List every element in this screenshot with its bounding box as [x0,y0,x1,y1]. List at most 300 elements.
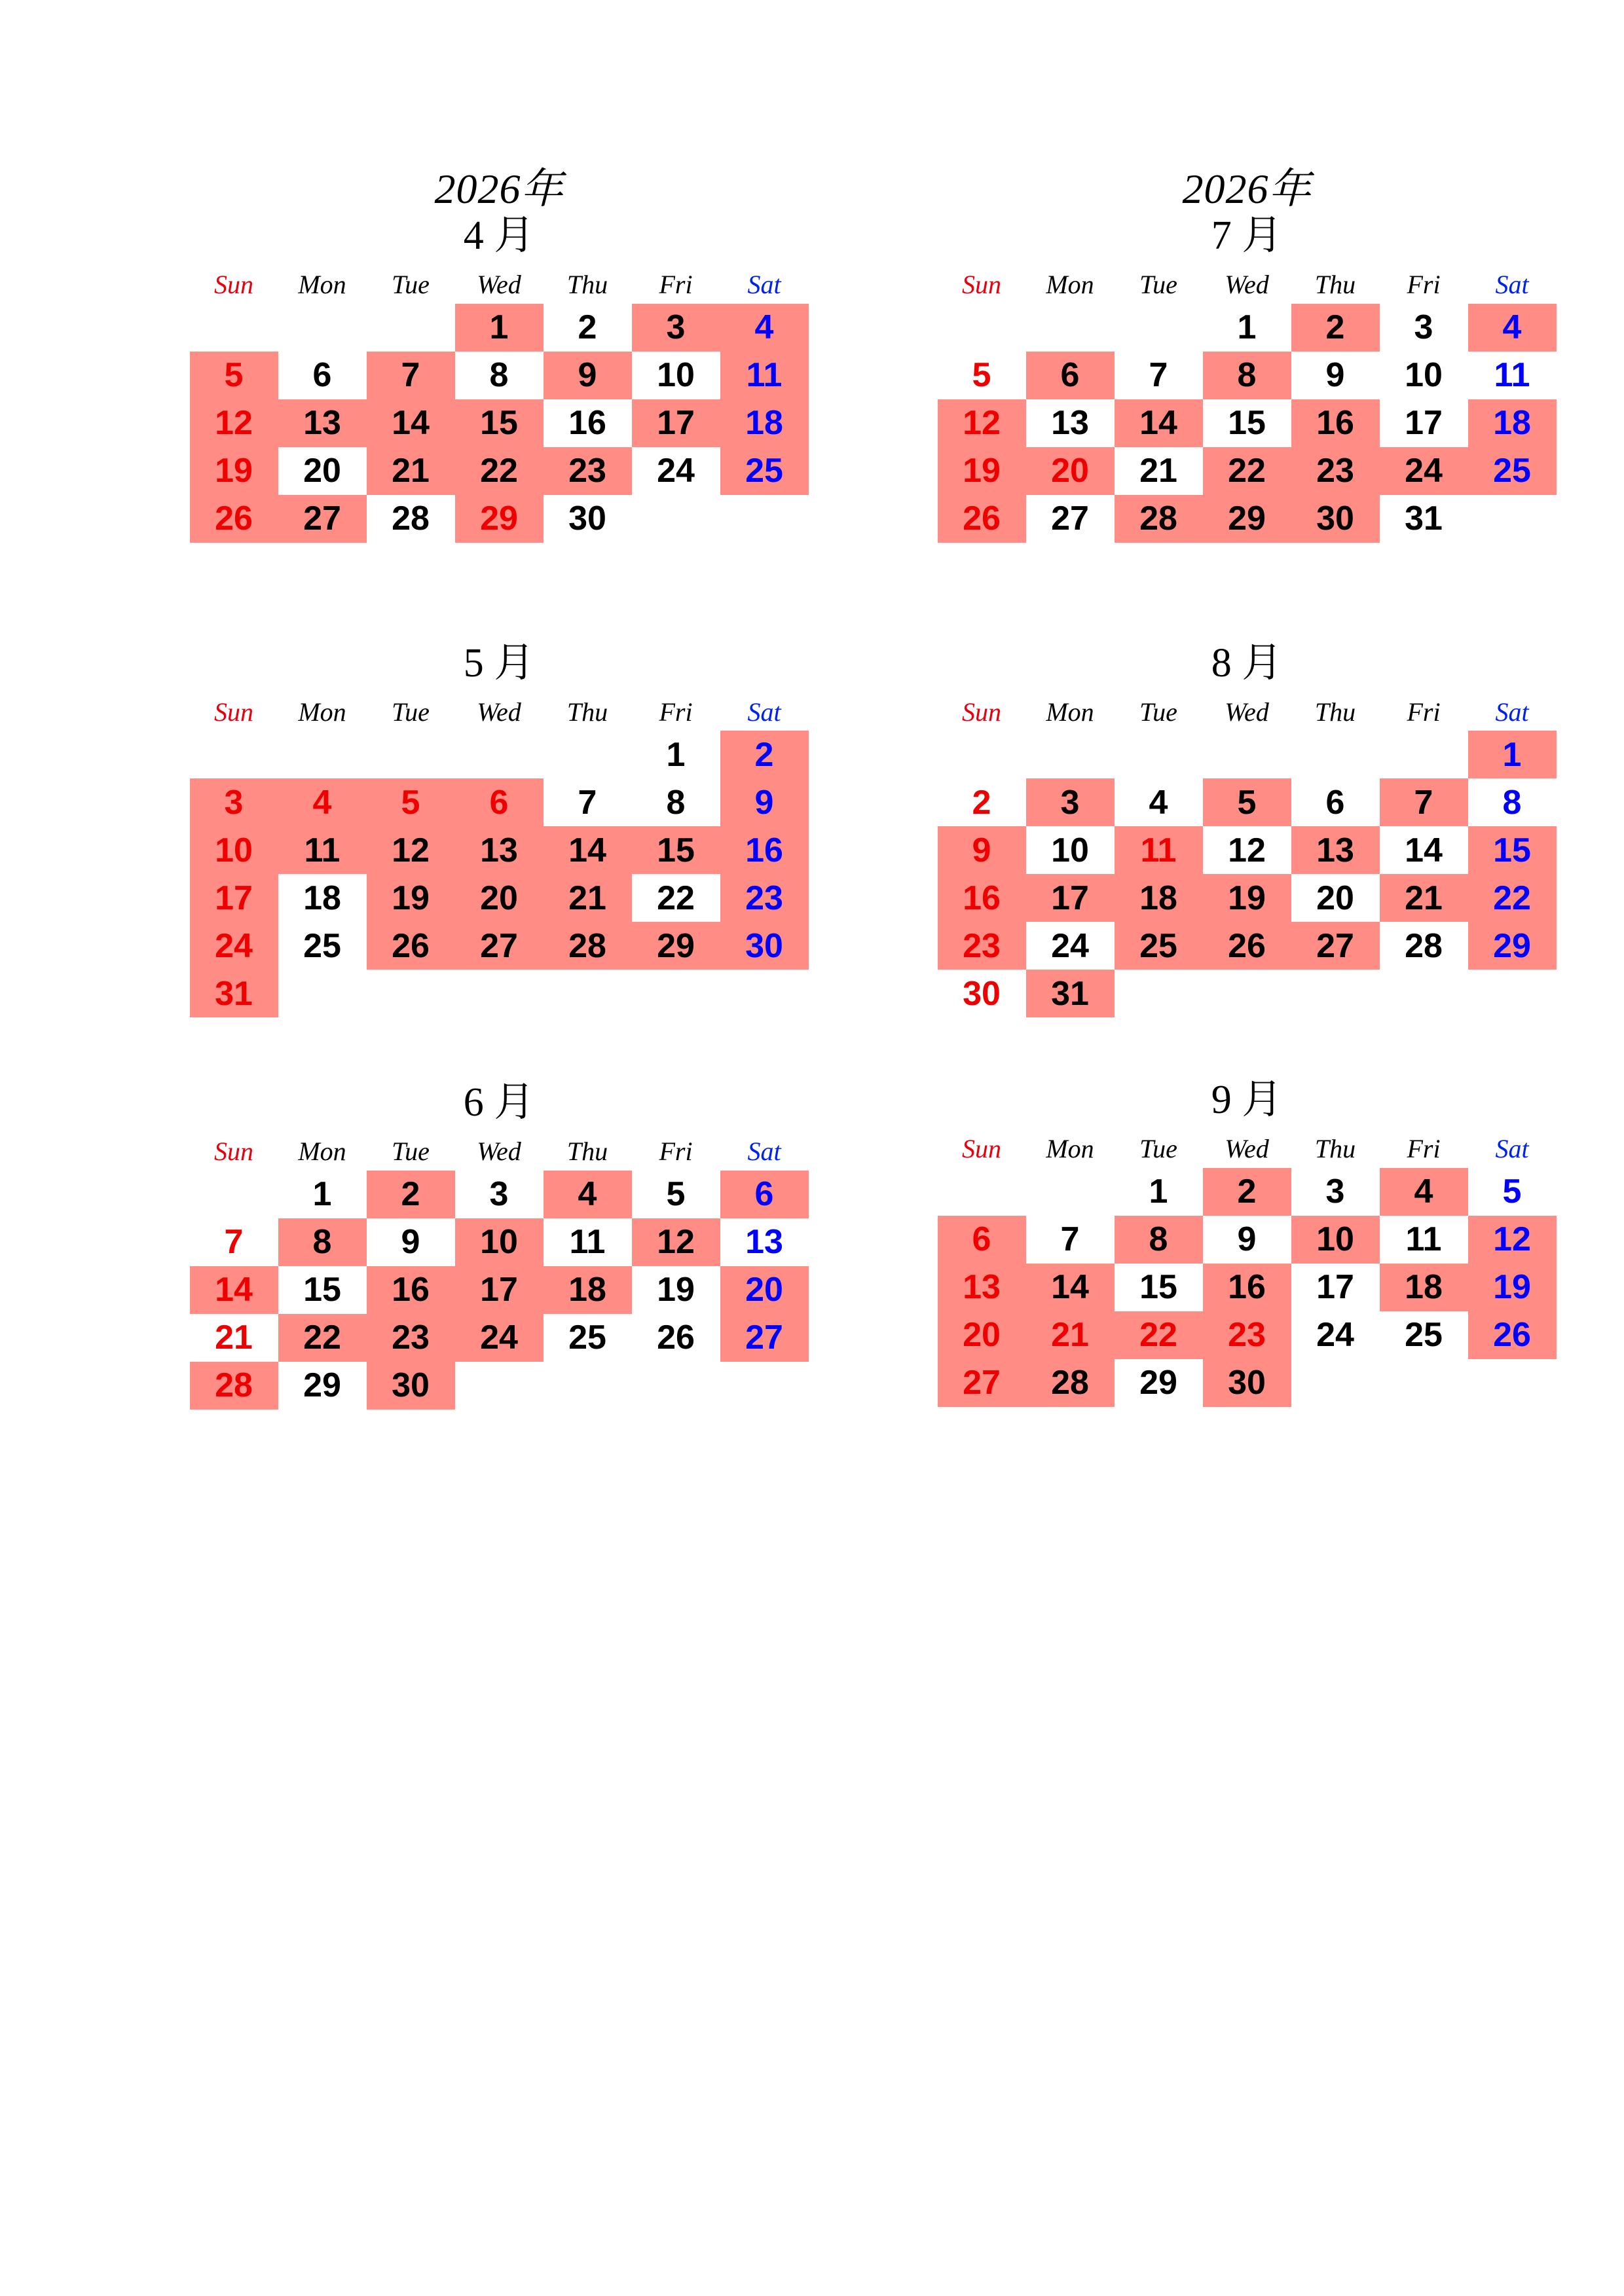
weekday-header: Fri [659,1137,693,1167]
day-cell[interactable]: 27 [1291,922,1380,970]
day-cell[interactable]: 30 [568,500,606,538]
day-cell[interactable]: 26 [190,495,278,543]
day-cell[interactable]: 9 [720,778,809,826]
day-cell-empty [367,970,455,1017]
day-cell[interactable]: 22 [657,879,695,917]
day-cell[interactable]: 10 [1051,831,1089,869]
day-cell[interactable]: 29 [1139,1364,1177,1402]
day-cell[interactable]: 20 [1316,879,1354,917]
weekday-header: Thu [566,697,608,727]
day-cell[interactable]: 19 [367,874,455,922]
day-cell[interactable]: 26 [1203,922,1291,970]
day-cell-empty [938,304,1026,352]
weekday-header: Sat [747,1137,781,1167]
day-cell[interactable]: 5 [367,778,455,826]
month-grid [938,266,1557,543]
day-cell[interactable]: 13 [938,1264,1026,1311]
day-cell[interactable]: 8 [489,356,509,395]
week-row [190,874,809,922]
day-cell[interactable]: 12 [1468,1216,1557,1264]
day-cell[interactable]: 7 [1380,778,1468,826]
day-cell[interactable]: 22 [1468,874,1557,922]
weekday-header: Wed [1225,697,1269,727]
day-cell[interactable]: 22 [1203,447,1291,495]
day-cell[interactable]: 27 [938,1359,1026,1407]
day-cell-empty [455,970,544,1017]
month-block-july [870,167,1624,543]
day-cell[interactable]: 4 [1149,783,1168,822]
day-cell[interactable]: 21 [1139,452,1177,490]
day-cell[interactable]: 2 [972,783,991,822]
day-cell[interactable]: 22 [455,447,544,495]
day-cell-empty [1291,970,1380,1017]
weekday-header: Mon [298,270,346,300]
day-cell[interactable]: 14 [367,399,455,447]
weekday-header: Thu [1314,270,1356,300]
day-cell[interactable]: 24 [1316,1316,1354,1355]
day-cell[interactable]: 11 [720,352,809,399]
day-cell[interactable]: 26 [367,922,455,970]
day-cell[interactable]: 23 [1291,447,1380,495]
weekday-header: Wed [477,1137,521,1167]
month-block-september [870,1075,1624,1407]
day-cell-empty [1115,970,1203,1017]
day-cell[interactable]: 28 [392,500,430,538]
week-row [938,1168,1557,1216]
day-cell[interactable]: 16 [367,1266,455,1314]
weekday-header: Thu [566,1137,608,1167]
day-cell[interactable]: 12 [632,1218,720,1266]
day-cell[interactable]: 7 [367,352,455,399]
day-cell[interactable]: 16 [938,874,1026,922]
day-cell[interactable]: 13 [1051,404,1089,443]
day-cell[interactable]: 15 [1139,1268,1177,1307]
month-block-june [122,1078,876,1410]
day-cell[interactable]: 14 [1115,399,1203,447]
day-cell[interactable]: 19 [657,1271,695,1309]
day-cell[interactable]: 27 [1051,500,1089,538]
week-row [190,778,809,826]
day-cell[interactable]: 31 [190,970,278,1017]
day-cell[interactable]: 19 [190,447,278,495]
weekday-header-row [938,693,1557,731]
week-row [938,1311,1557,1359]
day-cell[interactable]: 24 [455,1314,544,1362]
day-cell-empty [367,731,455,778]
day-cell[interactable]: 28 [1026,1359,1115,1407]
day-cell[interactable]: 21 [1026,1311,1115,1359]
day-cell[interactable]: 17 [1405,404,1443,443]
day-cell[interactable]: 15 [455,399,544,447]
day-cell[interactable]: 29 [632,922,720,970]
day-cell[interactable]: 30 [1291,495,1380,543]
day-cell[interactable]: 28 [1115,495,1203,543]
month-grid [190,693,809,1017]
day-cell-empty [455,1362,544,1410]
day-cell[interactable]: 6 [455,778,544,826]
weekday-header-row [938,266,1557,304]
day-cell[interactable]: 2 [1291,304,1380,352]
day-cell[interactable]: 14 [1405,831,1443,869]
month-grid [190,1133,809,1410]
day-cell-empty [1026,731,1115,778]
day-cell[interactable]: 10 [657,356,695,395]
day-cell[interactable]: 17 [1026,874,1115,922]
week-row [938,922,1557,970]
day-cell[interactable]: 9 [1325,356,1345,395]
day-cell[interactable]: 8 [278,1218,367,1266]
week-row [190,399,809,447]
weekday-header: Fri [659,697,693,727]
day-cell[interactable]: 1 [666,735,686,774]
week-row [938,970,1557,1017]
month-label: 7 月 [1211,213,1283,259]
day-cell-empty [278,304,367,352]
weekday-header: Wed [477,697,521,727]
day-cell[interactable]: 3 [1026,778,1115,826]
weekday-header: Sun [214,270,253,300]
day-cell[interactable]: 15 [1228,404,1266,443]
weekday-header: Sat [1495,270,1529,300]
day-cell[interactable]: 10 [190,826,278,874]
day-cell[interactable]: 7 [578,783,597,822]
week-row [938,1216,1557,1264]
month-grid [938,693,1557,1017]
day-cell[interactable]: 20 [720,1266,809,1314]
week-row [190,826,809,874]
day-cell-empty [190,304,278,352]
day-cell[interactable]: 5 [972,356,991,395]
weekday-header: Tue [392,270,430,300]
day-cell[interactable]: 17 [190,874,278,922]
day-cell[interactable]: 6 [720,1171,809,1218]
day-cell[interactable]: 22 [1115,1311,1203,1359]
weekday-header: Mon [1046,1134,1094,1164]
weekday-header: Sun [214,697,253,727]
day-cell[interactable]: 27 [455,922,544,970]
year-label: 2026年 [434,166,564,212]
day-cell[interactable]: 29 [303,1366,341,1405]
day-cell[interactable]: 23 [544,447,632,495]
day-cell[interactable]: 14 [190,1266,278,1314]
day-cell-empty [1380,1359,1468,1407]
day-cell[interactable]: 25 [1405,1316,1443,1355]
day-cell[interactable]: 5 [1203,778,1291,826]
month-grid [938,1130,1557,1407]
day-cell[interactable]: 29 [1468,922,1557,970]
weekday-header: Tue [1139,1134,1177,1164]
day-cell[interactable]: 24 [1380,447,1468,495]
day-cell[interactable]: 2 [1203,1168,1291,1216]
day-cell[interactable]: 23 [367,1314,455,1362]
day-cell[interactable]: 16 [568,404,606,443]
day-cell[interactable]: 8 [1203,352,1291,399]
day-cell[interactable]: 6 [938,1216,1026,1264]
day-cell[interactable]: 11 [1405,1220,1442,1259]
day-cell[interactable]: 19 [1203,874,1291,922]
week-row [190,304,809,352]
day-cell[interactable]: 22 [278,1314,367,1362]
weekday-header: Tue [1139,697,1177,727]
day-cell[interactable]: 3 [190,778,278,826]
day-cell[interactable]: 9 [401,1223,420,1262]
day-cell-empty [1026,304,1115,352]
day-cell[interactable]: 24 [657,452,695,490]
day-cell[interactable]: 12 [1228,831,1266,869]
day-cell[interactable]: 18 [720,399,809,447]
weekday-header: Sat [747,697,781,727]
weekday-header: Wed [477,270,521,300]
day-cell[interactable]: 1 [1237,308,1257,347]
weekday-header: Tue [1139,270,1177,300]
day-cell[interactable]: 29 [455,495,544,543]
week-row [190,352,809,399]
weekday-header: Mon [298,697,346,727]
day-cell[interactable]: 12 [367,826,455,874]
weekday-header: Thu [566,270,608,300]
weekday-header: Sat [1495,1134,1529,1164]
week-row [938,495,1557,543]
day-cell[interactable]: 4 [1380,1168,1468,1216]
day-cell[interactable]: 18 [303,879,341,917]
day-cell[interactable]: 27 [720,1314,809,1362]
weekday-header-row [938,1130,1557,1168]
week-row [190,447,809,495]
day-cell-empty [544,731,632,778]
day-cell[interactable]: 18 [1380,1264,1468,1311]
month-label: 4 月 [463,213,535,259]
day-cell[interactable]: 13 [745,1223,783,1262]
day-cell[interactable]: 20 [303,452,341,490]
day-cell[interactable]: 8 [666,783,686,822]
day-cell[interactable]: 11 [278,826,367,874]
weekday-header: Sun [962,270,1001,300]
day-cell[interactable]: 13 [455,826,544,874]
day-cell[interactable]: 20 [1026,447,1115,495]
day-cell[interactable]: 5 [190,352,278,399]
day-cell-empty [1115,731,1203,778]
month-block-may [122,638,876,1018]
day-cell[interactable]: 28 [190,1362,278,1410]
weekday-header: Mon [298,1137,346,1167]
weekday-header: Sun [214,1137,253,1167]
day-cell[interactable]: 1 [455,304,544,352]
day-cell[interactable]: 4 [278,778,367,826]
day-cell[interactable]: 3 [1414,308,1433,347]
month-block-august [870,638,1624,1018]
day-cell-empty [632,495,720,543]
day-cell[interactable]: 25 [568,1319,606,1357]
day-cell[interactable]: 2 [367,1171,455,1218]
day-cell[interactable]: 17 [1316,1268,1354,1307]
day-cell[interactable]: 2 [578,308,597,347]
week-row [190,1218,809,1266]
day-cell[interactable]: 25 [720,447,809,495]
day-cell-empty [720,970,809,1017]
day-cell[interactable]: 26 [1468,1311,1557,1359]
day-cell[interactable]: 15 [1468,826,1557,874]
day-cell[interactable]: 30 [720,922,809,970]
day-cell[interactable]: 20 [938,1311,1026,1359]
day-cell[interactable]: 12 [938,399,1026,447]
day-cell[interactable]: 30 [367,1362,455,1410]
day-cell[interactable]: 3 [632,304,720,352]
month-grid [190,266,809,543]
day-cell[interactable]: 6 [1325,783,1345,822]
day-cell[interactable]: 3 [1325,1173,1345,1211]
day-cell[interactable]: 7 [224,1223,244,1262]
weekday-header: Thu [1314,1134,1356,1164]
day-cell[interactable]: 20 [455,874,544,922]
day-cell[interactable]: 26 [938,495,1026,543]
day-cell[interactable]: 24 [190,922,278,970]
day-cell[interactable]: 31 [1405,500,1443,538]
day-cell[interactable]: 8 [1502,783,1522,822]
day-cell-empty [938,731,1026,778]
week-row [938,874,1557,922]
week-row [938,1264,1557,1311]
day-cell[interactable]: 10 [1405,356,1443,395]
day-cell-empty [720,495,809,543]
day-cell[interactable]: 25 [1468,447,1557,495]
day-cell[interactable]: 16 [1291,399,1380,447]
weekday-header: Sat [747,270,781,300]
day-cell[interactable]: 25 [1115,922,1203,970]
day-cell[interactable]: 9 [544,352,632,399]
day-cell[interactable]: 14 [1026,1264,1115,1311]
day-cell[interactable]: 4 [544,1171,632,1218]
day-cell[interactable]: 16 [720,826,809,874]
day-cell[interactable]: 15 [632,826,720,874]
day-cell-empty [1115,304,1203,352]
week-row [938,1359,1557,1407]
day-cell-empty [1468,495,1557,543]
day-cell-empty [278,970,367,1017]
day-cell-empty [632,1362,720,1410]
day-cell[interactable]: 23 [720,874,809,922]
weekday-header: Fri [1407,1134,1441,1164]
day-cell[interactable]: 10 [455,1218,544,1266]
day-cell[interactable]: 23 [938,922,1026,970]
month-block-april [122,167,876,543]
day-cell[interactable]: 25 [303,926,341,965]
day-cell[interactable]: 9 [1237,1220,1257,1259]
day-cell[interactable]: 21 [367,447,455,495]
day-cell[interactable]: 28 [1405,926,1443,965]
day-cell[interactable]: 1 [1468,731,1557,778]
day-cell[interactable]: 18 [1115,874,1203,922]
day-cell[interactable]: 18 [544,1266,632,1314]
day-cell[interactable]: 1 [1149,1173,1168,1211]
day-cell[interactable]: 14 [544,826,632,874]
day-cell[interactable]: 8 [1115,1216,1203,1264]
day-cell[interactable]: 13 [1291,826,1380,874]
day-cell[interactable]: 17 [632,399,720,447]
day-cell[interactable]: 23 [1203,1311,1291,1359]
day-cell[interactable]: 19 [1468,1264,1557,1311]
day-cell-empty [1468,970,1557,1017]
day-cell[interactable]: 21 [1380,874,1468,922]
day-cell[interactable]: 28 [544,922,632,970]
year-label: 2026年 [1182,166,1312,212]
day-cell[interactable]: 31 [1026,970,1115,1017]
weekday-header-row [190,693,809,731]
week-row [190,970,809,1017]
month-label: 9 月 [1211,1078,1283,1123]
weekday-header: Mon [1046,697,1094,727]
day-cell[interactable]: 16 [1203,1264,1291,1311]
day-cell[interactable]: 6 [312,356,332,395]
month-label: 8 月 [1211,640,1283,685]
day-cell[interactable]: 11 [569,1223,606,1262]
weekday-header: Tue [392,1137,430,1167]
day-cell[interactable]: 10 [1291,1216,1380,1264]
day-cell[interactable]: 6 [1026,352,1115,399]
day-cell[interactable]: 11 [1494,356,1530,395]
day-cell[interactable]: 30 [1203,1359,1291,1407]
calendar-column-left [122,167,876,1410]
day-cell-empty [544,970,632,1017]
day-cell[interactable]: 5 [1502,1173,1522,1211]
weekday-header: Thu [1314,697,1356,727]
day-cell-empty [1026,1168,1115,1216]
day-cell[interactable]: 2 [720,731,809,778]
day-cell[interactable]: 1 [312,1175,332,1214]
weekday-header: Sun [962,697,1001,727]
day-cell[interactable]: 21 [544,874,632,922]
day-cell-empty [367,304,455,352]
week-row [938,731,1557,778]
day-cell[interactable]: 9 [938,826,1026,874]
day-cell-empty [190,731,278,778]
day-cell-empty [278,731,367,778]
day-cell-empty [1468,1359,1557,1407]
day-cell[interactable]: 15 [303,1271,341,1309]
day-cell-empty [720,1362,809,1410]
week-row [190,731,809,778]
day-cell[interactable]: 18 [1468,399,1557,447]
day-cell[interactable]: 3 [489,1175,509,1214]
day-cell[interactable]: 21 [215,1319,253,1357]
day-cell[interactable]: 5 [666,1175,686,1214]
weekday-header: Sat [1495,697,1529,727]
weekday-header-row [190,266,809,304]
day-cell[interactable]: 7 [1060,1220,1080,1259]
day-cell[interactable]: 24 [1051,926,1089,965]
calendar-column-right [870,167,1624,1410]
day-cell[interactable]: 11 [1115,826,1203,874]
day-cell[interactable]: 12 [190,399,278,447]
day-cell[interactable]: 19 [938,447,1026,495]
day-cell[interactable]: 7 [1149,356,1168,395]
day-cell[interactable]: 13 [278,399,367,447]
weekday-header-row [190,1133,809,1171]
day-cell-empty [1203,731,1291,778]
day-cell[interactable]: 29 [1203,495,1291,543]
day-cell[interactable]: 30 [963,974,1001,1013]
day-cell[interactable]: 27 [278,495,367,543]
weekday-header: Mon [1046,270,1094,300]
day-cell-empty [1291,1359,1380,1407]
day-cell[interactable]: 26 [657,1319,695,1357]
weekday-header: Fri [1407,697,1441,727]
day-cell[interactable]: 17 [455,1266,544,1314]
month-label: 6 月 [463,1080,535,1125]
week-row [190,1171,809,1218]
day-cell[interactable]: 4 [1468,304,1557,352]
weekday-header: Fri [1407,270,1441,300]
day-cell[interactable]: 4 [720,304,809,352]
